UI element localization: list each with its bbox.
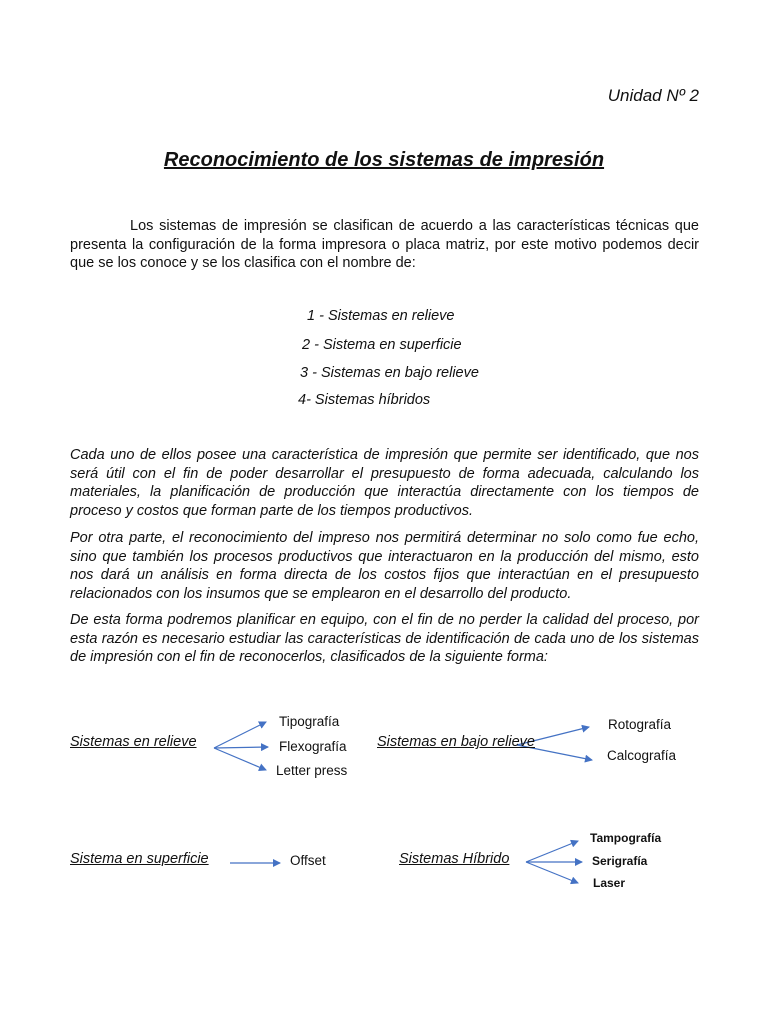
body-paragraph-3: De esta forma podremos planificar en equipo, con el fin de no perder la calidad del proceso, por esta razón es necesario estudiar las características de identificación de cada uno de los sistemas de impresión con el fin de reconocerlos, clasificados de la siguiente forma: (70, 612, 699, 665)
arrow-relieve-tipografia (214, 722, 266, 748)
process-rotografia: Rotografía (608, 717, 672, 732)
category-superficie: Sistema en superficie (70, 851, 209, 867)
page-title: Reconocimiento de los sistemas de impresión (163, 149, 605, 171)
list-item: 2 - Sistema en superficie (302, 337, 462, 353)
category-relieve: Sistemas en relieve (70, 734, 197, 750)
intro-text: Los sistemas de impresión se clasifican de acuerdo a las características técnicas que presenta la configuración de la forma impresora o placa matriz, por este motivo podemos decir que se los conoce y se los clasifica con el nombre de: (70, 218, 699, 271)
body-paragraph-1: Cada uno de ellos posee una característica de impresión que permite ser identificado, que nos será útil con el fin de poder desarrollar el presupuesto de forma adecuada, calculando los materiales, la planificación de producción que interactúa directamente con los tiempos de proceso y costos que forman parte de los tiempos productivos. (70, 447, 699, 519)
process-offset: Offset (290, 853, 326, 868)
process-calcografia: Calcografía (607, 748, 677, 763)
arrow-hibrido-tampografia (526, 841, 578, 862)
body-paragraph-2: Por otra parte, el reconocimiento del impreso nos permitirá determinar no solo como fue echo, sino que también los procesos productivos que interactuaron en la producción del mismo, esto nos dará un análisis en forma directa de los costos fijos que interactúan en el presupuesto relacionados con los insumos que se emplearon en el desarrollo del producto. (70, 530, 699, 602)
process-flexografia: Flexografía (279, 739, 347, 754)
process-tipografia: Tipografía (279, 714, 340, 729)
unit-heading: Unidad Nº 2 (607, 86, 699, 105)
process-serigrafia: Serigrafía (592, 854, 648, 868)
process-letter-press: Letter press (276, 763, 348, 778)
arrow-hibrido-laser (526, 862, 578, 883)
category-bajo-relieve: Sistemas en bajo relieve (377, 734, 535, 750)
list-item: 3 - Sistemas en bajo relieve (300, 365, 479, 381)
category-hibrido: Sistemas Híbrido (399, 851, 510, 867)
process-tampografia: Tampografía (590, 831, 662, 845)
process-laser: Laser (593, 876, 626, 890)
arrow-relieve-letterpress (214, 748, 266, 770)
list-item: 4- Sistemas híbridos (298, 392, 431, 408)
arrow-relieve-flexografia (214, 747, 268, 748)
list-item: 1 - Sistemas en relieve (307, 308, 455, 324)
